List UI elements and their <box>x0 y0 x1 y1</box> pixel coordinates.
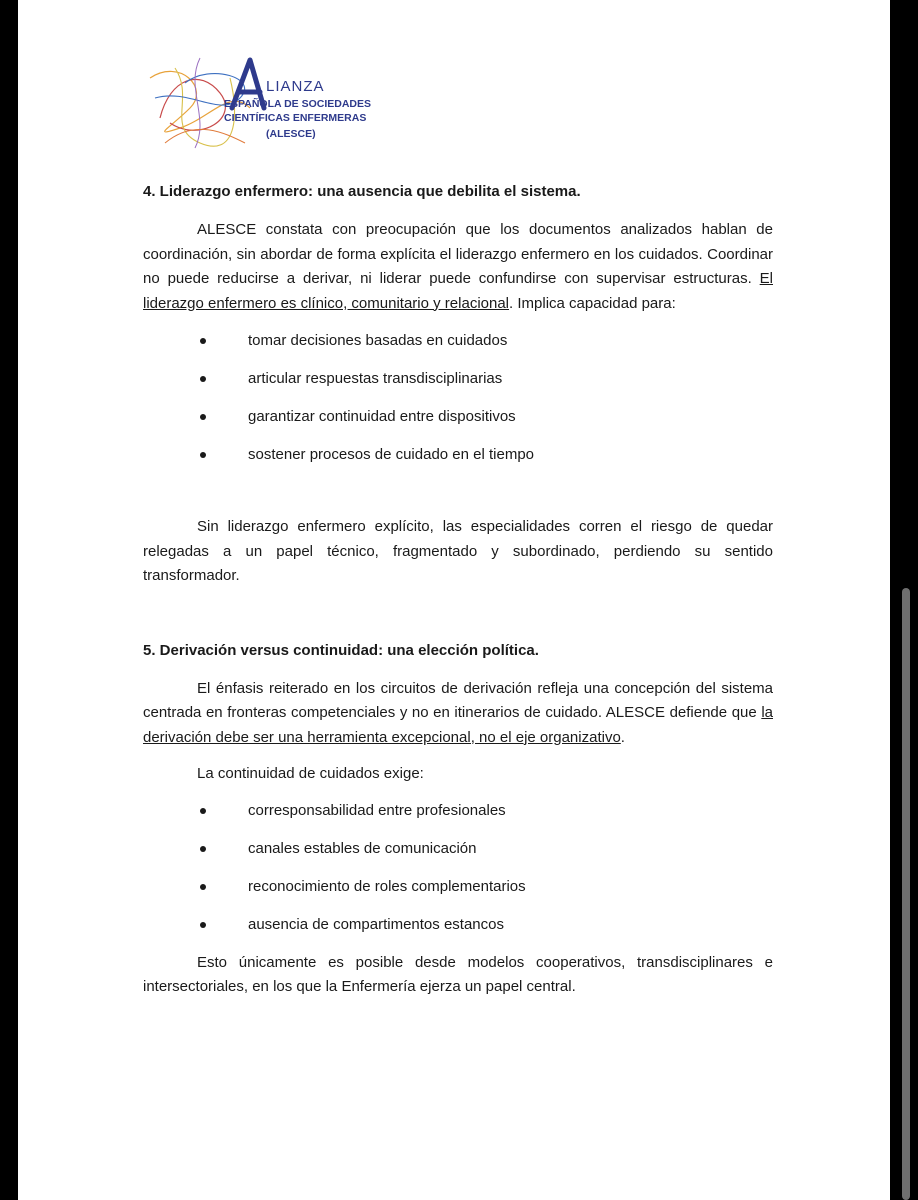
bullet-icon <box>200 808 206 814</box>
logo-line-3: (ALESCE) <box>266 128 316 140</box>
bullet-icon <box>200 414 206 420</box>
section-4-paragraph-1 <box>143 218 773 316</box>
underlined-phrase: El liderazgo enfermero es clínico, comunitario y relacional <box>143 270 773 312</box>
list-item <box>143 799 773 837</box>
section-5-bullet-list <box>143 799 773 951</box>
paragraph-text: ALESCE constata con preocupación que los documentos analizados hablan de coordinación, sin abordar de forma explícita el liderazgo enfermero en los cuidados. Coordinar no puede reducirse a derivar, ni liderar puede confundirse con supervisar estructuras. <box>143 221 773 287</box>
bullet-icon <box>200 452 206 458</box>
list-item <box>143 329 773 367</box>
list-item-text: reconocimiento de roles complementarios <box>248 877 526 895</box>
logo-line-2: CIENTÍFICAS ENFERMERAS <box>224 112 367 124</box>
list-item-text: canales estables de comunicación <box>248 839 477 857</box>
list-item <box>143 405 773 443</box>
list-item <box>143 367 773 405</box>
list-item-text: corresponsabilidad entre profesionales <box>248 801 506 819</box>
list-item-text: garantizar continuidad entre dispositivos <box>248 408 516 425</box>
bullet-icon <box>200 884 206 890</box>
underlined-phrase: la derivación debe ser una herramienta excepcional, no el eje organizativo <box>143 704 773 746</box>
section-5-heading: 5. Derivación versus continuidad: una elección política. <box>143 641 539 659</box>
bullet-icon <box>200 376 206 382</box>
list-item-text: ausencia de compartimentos estancos <box>248 915 504 933</box>
vertical-scrollbar[interactable] <box>902 588 910 1200</box>
logo-word: LIANZA <box>266 78 325 95</box>
list-item <box>143 443 773 481</box>
bullet-icon <box>200 338 206 344</box>
bullet-icon <box>200 922 206 928</box>
section-5-paragraph-2: La continuidad de cuidados exige: <box>197 765 424 782</box>
section-5-paragraph-1 <box>143 677 773 751</box>
list-item <box>143 913 773 951</box>
list-item <box>143 837 773 875</box>
list-item-text: sostener procesos de cuidado en el tiempo <box>248 446 535 463</box>
list-item-text: articular respuestas transdisciplinarias <box>248 370 503 387</box>
paragraph-text: El énfasis reiterado en los circuitos de derivación refleja una concepción del sistema centrada en fronteras competenciales y no en itinerarios de cuidado. ALESCE defiende que <box>143 679 773 721</box>
document-body <box>143 180 773 1000</box>
document-page <box>18 0 890 1200</box>
paragraph-text: . Implica capacidad para: <box>509 294 676 312</box>
logo-line-1: ESPAÑOLA DE SOCIEDADES <box>224 98 372 110</box>
paragraph-text: . <box>620 728 625 746</box>
list-item-text: tomar decisiones basadas en cuidados <box>248 332 508 349</box>
list-item <box>143 875 773 913</box>
bullet-icon <box>200 846 206 852</box>
alesce-logo <box>140 48 400 158</box>
section-4-bullet-list <box>143 329 773 481</box>
section-4-paragraph-2: Sin liderazgo enfermero explícito, las especialidades corren el riesgo de quedar relegadas a un papel técnico, fragmentado y subordinado, perdiendo su sentido transformador. <box>143 518 773 584</box>
section-5-paragraph-3: Esto únicamente es posible desde modelos cooperativos, transdisciplinares e intersectoriales, en los que la Enfermería ejerza un papel central. <box>143 953 773 995</box>
section-4-heading: 4. Liderazgo enfermero: una ausencia que debilita el sistema. <box>143 183 581 200</box>
